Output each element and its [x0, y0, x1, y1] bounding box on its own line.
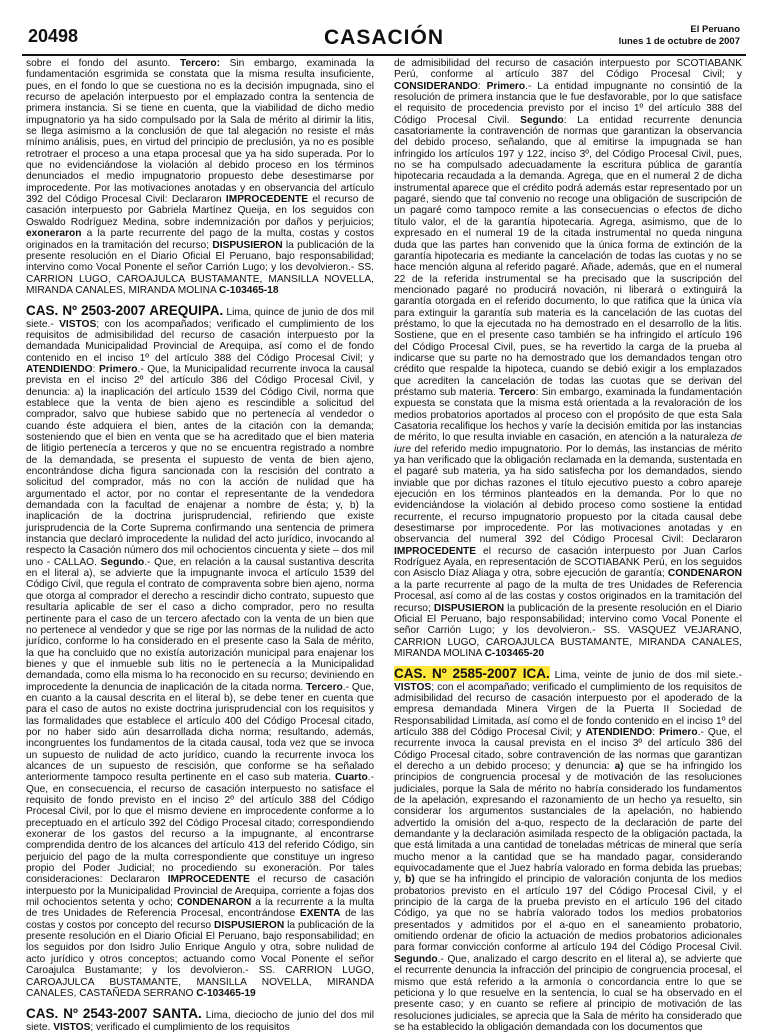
case-title: CAS. Nº 2543-2007 SANTA.	[26, 1006, 202, 1022]
case-title: CAS. Nº 2503-2007 AREQUIPA.	[26, 303, 224, 319]
paragraph-case-2543-cont: de admisibilidad del recurso de casación interpuesto por SCOTIABANK Perú, conforme al artículo 387 del Código Procesal Civil; y CONSIDERANDO: Primero.- La entidad impugnante no consintió de la resolución de primera instancia que le fue desfavorable, por lo que satisface el requisito de procedencia previsto por el inciso 1º del artículo 388 del Código Procesal Civil. Segundo: La entidad recurrente denuncia casatoriamente la contravención de normas que garantizan la observancia del debido proceso, señalando, que al emitirse la impugnada se han infringido los artículos 197 y 122, inciso 3º, del Código Procesal Civil, pues, no se ha compulsado adecuadamente la escritura pública de garantía hipotecaria recaudada a la demanda. Agrega, que en el numeral 2 de dicha instrumental aparece que el crédito podrá además estar representado por un pagaré, siendo que tal convenio no recoge una obligación de suscripción de un pagaré como tampoco remite a las consecuencias o efectos de dicho título valor, el de la garantía hipotecaria. Agrega, asimismo, que de lo expresado en el numeral 19 de la citada instrumental no queda ninguna duda que las partes han convenido que la única forma de extinción de la garantía hipotecaria es mediante la cancelación de todas las cuotas y no se hace mención alguna al referido pagaré. Añade, además, que en el numeral 22 de la referida instrumental se ha precisado que la suscripción del mencionado pagaré no producirá novación, ni liberará o extinguirá la garantía otorgada en el referido documento, lo que ratifica que la única vía para extinguir la garantía sub materia es la cancelación de las cuotas del préstamo, lo que la ejecutada no ha demostrado en el desarrollo de la litis. Sostiene, que en el presente caso también se ha infringido el artículo 196 del Código Procesal Civil, pues, se ha revertido la carga de la prueba al indicarse que su parte no ha demostrado que los demandados tengan otro crédito que respalde la hipoteca, cuando se debió exigir a los emplazados que acrediten la cancelación de todas las cuotas que se derivan del préstamo sub materia. Tercero: Sin embargo, examinada la fundamentación expuesta se constata que la misma está orientada a la revaloración de los medios probatorios aportados al proceso con el propósito de que esta Sala Casatoria recalifique los hechos y varíe la decisión emitida por las instancias de mérito, lo que resulta inviable en casación, en atención a la naturaleza de iure del referido medio impugnatorio. Por lo demás, las instancias de mérito ya han verificado que la obligación reclamada en la demanda, sustentada en el pagaré sub materia, ya ha sido satisfecha por los demandados, siendo inviable que por dichas razones el título ejecutivo puesto a cobro apareje ejecución en los términos planteados en la demanda. Por lo que no evidenciándose la violación al debido proceso como sostiene la entidad recurrente, el recurso impugnatorio propuesto por la citada causal debe desestimarse por improcedente. Por las motivaciones anotadas y en observancia del numeral 392 del Código Procesal Civil: Declararon IMPROCEDENTE el recurso de casación interpuesto por Juan Carlos Rodríguez Ayala, en representación de SCOTIABANK Perú, en los seguidos con Asisclo Díaz Aliaga y otra, sobre ejecución de garantía; CONDENARON a la parte recurrente al pago de la multa de tres Unidades de Referencia Procesal, así como al de las costas y costos originados en la tramitación del recurso; DISPUSIERON la publicación de la presente resolución en el Diario Oficial El Peruano, bajo responsabilidad; intervino como Vocal Ponente el señor Carrión Lugo; y los devolvieron.- SS. VASQUEZ VEJARANO, CARRION LUGO, CAROAJULCA BUSTAMANTE, MIRANDA CANALES, MIRANDA MOLINA C-103465-20	[394, 58, 742, 659]
paragraph-case-2585: CAS. Nº 2585-2007 ICA. Lima, veinte de junio de dos mil siete.- VISTOS; con el acompañado; verificado el cumplimiento de los requisitos de admisibilidad del recurso de casación interpuesto por el apoderado de la empresa demandada Minera Virgen de la Puerta II Sociedad de Responsabilidad Limitada, así como el de fondo contenido en el inciso 1º del artículo 388 del Código Procesal Civil; y ATENDIENDO: Primero.- Que, el recurrente invoca la causal prevista en el inciso 3º del artículo 386 del Código Procesal citado, sobre contravención de las normas que garantizan el derecho a un debido proceso; y denuncia: a) que se ha infringido los principios de congruencia procesal y de motivación de las resoluciones judiciales, porque la Sala de mérito no habría considerado los fundamentos de la apelación, expresando el razonamiento de un hecho ya resuelto, sin considerar los argumentos sustanciales de la apelación, no habiendo advertido la omisión del a-quo, respecto de la declaración de parte del demandante y la declaración asimilada respecto de la obligación pactada, la que está limitada a una cantidad de toneladas métricas de mineral que sería mucho menor a la cantidad que se ha mandado pagar, considerando equivocadamente que el Juez habría valorado en forma debida las pruebas; y, b) que se ha infringido el principio de valoración conjunta de los medios probatorios previsto en el artículo 197 del Código Procesal Civil, y el principio de la carga de la prueba previsto en el artículo 196 del citado Código, ya que no se habría valorado todos los medios probatorios presentados y admitidos por el a-quo en el saneamiento probatorio, omitiendo ordenar de oficio la actuación de medios probatorios adicionales para formar convicción conforme al artículo 194 del Código Procesal Civil. Segundo.- Que, analizado el cargo descrito en el literal a), se advierte que el recurrente denuncia la infracción del principio de congruencia procesal, el mismo que está referido a la armonía o concordancia entre lo que se peticiona y lo que resuelve en la sentencia, lo cual se ha observado en el presente caso; y en cuanto se refiere al principio de motivación de las resoluciones judiciales, se aprecia que la Sala de mérito ha considerado que se ha establecido la obligación demandada con los documentos que	[394, 666, 743, 1033]
case-code: C-103465-19	[196, 987, 256, 999]
paragraph-case-2543: CAS. Nº 2543-2007 SANTA. Lima, dieciocho de junio del dos mil siete. VISTOS; verificado el cumplimiento de los requisitos	[26, 1006, 374, 1033]
paragraph-ruling-end: sobre el fondo del asunto. Tercero: Sin embargo, examinada la fundamentación esgrimida se constata que la misma resulta insuficiente, pues, en el fondo lo que se cuestiona no es la decisión impugnada, sino el recurso de apelación interpuesto por el emplazado contra la sentencia de primera instancia. Si se tiene en cuenta, que la viabilidad de dicho medio impugnatorio ya ha sido compulsado por la Sala de mérito al dirimir la litis, se llega asimismo a la conclusión de que tal alegación no resiste el más mínimo análisis, pues, en virtud del principio de preclusión, ya no es posible retrotraer el proceso a una etapa procesal que ya ha sido superada. Por lo que no evidenciándose la violación al debido proceso en los términos denunciados el medio impugnatorio propuesto debe desestimarse por improcedente. Por las motivaciones anotadas y en observancia del artículo 392 del Código Procesal Civil: Declararon IMPROCEDENTE el recurso de casación interpuesto por Gabriela Martínez Queija, en los seguidos con Oswaldo Rodríguez Medina, sobre indemnización por daños y perjuicios; exoneraron a la parte recurrente del pago de la multa, costas y costos originados en la tramitación del recurso; DISPUSIERON la publicación de la presente resolución en el Diario Oficial El Peruano, bajo responsabilidad; intervino como Vocal Ponente el señor Carrión Lugo; y los devolvieron.- SS. CARRION LUGO, CAROAJULCA BUSTAMANTE, MANSILLA NOVELLA, MIRANDA CANALES, MIRANDA MOLINA C-103465-18	[26, 58, 374, 296]
case-code: C-103465-20	[484, 647, 545, 659]
publication-info	[619, 24, 740, 48]
publication-date: lunes 1 de octubre de 2007	[618, 36, 740, 47]
paragraph-case-2503: CAS. Nº 2503-2007 AREQUIPA. Lima, quince de junio de dos mil siete.- VISTOS; con los acompañados; verificado el cumplimiento de los requisitos de admisibilidad del recurso de casación interpuesto por la demandada Municipalidad Provincial de Arequipa, así como el de fondo contenido en el inciso 1º del artículo 388 del Código Procesal Civil; y ATENDIENDO: Primero.- Que, la Municipalidad recurrente invoca la causal prevista en el inciso 2º del artículo 386 del Código Procesal Civil, y denuncia: a) la inaplicación del artículo 1539 del Código Civil, norma que establece que la venta de bien ajeno es rescindible a solicitud del comprador, salvo que hubiese sabido que no pertenecía al vendedor o cuando éste adquiera el bien, antes de la citación con la demanda; sosteniendo que el bien en venta que se ha acreditado que el bien materia de litigio pertenecía a terceros y que no se encuentra registrado a nombre de la demandada, se presenta el supuesto de venta de bien ajeno, encontrándose dicha figura sancionada con la rescisión del contrato a solicitud del comprador, más no con la acción de nulidad que ha argumentado el actor, por no contar el representante de la vendedora demandada con la facultad de enajenar a nombre de ésta; y, b) la inaplicación de la doctrina jurisprudencial, refiriendo que existe jurisprudencia de la Corte Suprema confirmando una sentencia de primera instancia que declaró improcedente la nulidad del acto jurídico, invocando al respecto la Casación número dos mil ochocientos cincuenta y siete – dos mil uno - CALLAO. Segundo.- Que, en relación a la causal sustantiva descrita en el literal a), se advierte que la impugnante invoca el artículo 1539 del Código Civil, que regula el contrato de compraventa sobre bien ajeno, norma que otorga al comprador el derecho a rescindir dicho contrato, supuesto que resultaría aplicable de ser el caso a dicho comprador, pero no resulta pertinente para el caso de un tercero afectado con la venta de un bien que no pertenece al vendedor y que se rige por las normas de la nulidad de acto jurídico, conforme lo ha considerado en el presente caso la Sala de mérito, la que ha concluido que no existía autorización municipal para enajenar los bienes y que el inmueble sub litis no le pertenecía a la Municipalidad demandada, como ella misma lo ha reconocido en su recurso; deviniendo en improcedente la denuncia de inaplicación de la citada norma. Tercero.- Que, en cuanto a la causal descrita en el literal b), se debe tener en cuenta que para el caso de autos no existe doctrina jurisprudencial con los requisitos y las formalidades que establece el artículo 400 del Código Procesal citado, por no haber sido aún desarrollada dicha norma; resultando, además, incongruentes los fundamentos de la citada causal, toda vez que se invoca un supuesto de nulidad de acto jurídico, cuando la recurrente invoca los alcances de un supuesto de rescisión, que conforme se ha señalado anteriormente tampoco resulta pertinente en el caso sub materia. Cuarto.- Que, en consecuencia, el recurso de casación interpuesto no satisface el requisito de fondo previsto en el inciso 2º del artículo 388 del Código Procesal Civil, por lo que el mismo deviene en improcedente conforme a lo preceptuado en el artículo 392 del Código Procesal citado; correspondiendo exonerar de los gastos del recurso a la impugnante, al encontrarse comprendida dentro de los alcances del artículo 413 del referido Código, sin perjuicio del pago de la multa correspondiente que constituye un ingreso propio del Poder Judicial; no procediendo su exoneración. Por tales consideraciones: Declararon IMPROCEDENTE el recurso de casación interpuesto por la Municipalidad Provincial de Arequipa, corriente a fojas dos mil ochocientos setenta y ocho; CONDENARON a la recurrente a la multa de tres Unidades de Referencia Procesal, encontrándose EXENTA de las costas y costos por concepto del recurso DISPUSIERON la publicación de la presente resolución en el Diario Oficial El Peruano, bajo responsabilidad; en los seguidos por don Isidro Julio Enrique Angulo y otra, sobre nulidad de acto jurídico y otros conceptos; actuando como Vocal Ponente el señor Caroajulca Bustamante; y los devolvieron.- SS. CARRION LUGO, CAROAJULCA BUSTAMANTE, MANSILLA NOVELLA, MIRANDA CANALES, CASTAÑEDA SERRANO C-103465-19	[26, 303, 375, 999]
publication-name: El Peruano	[690, 24, 740, 35]
case-title-highlighted: CAS. Nº 2585-2007 ICA.	[394, 666, 550, 682]
article-columns	[26, 58, 743, 1033]
masthead	[22, 20, 746, 56]
page-number: 20498	[28, 26, 79, 46]
column-right	[394, 58, 743, 1033]
section-title: CASACIÓN	[323, 26, 444, 49]
case-code: C-103465-18	[219, 284, 279, 296]
column-left	[26, 58, 375, 1033]
